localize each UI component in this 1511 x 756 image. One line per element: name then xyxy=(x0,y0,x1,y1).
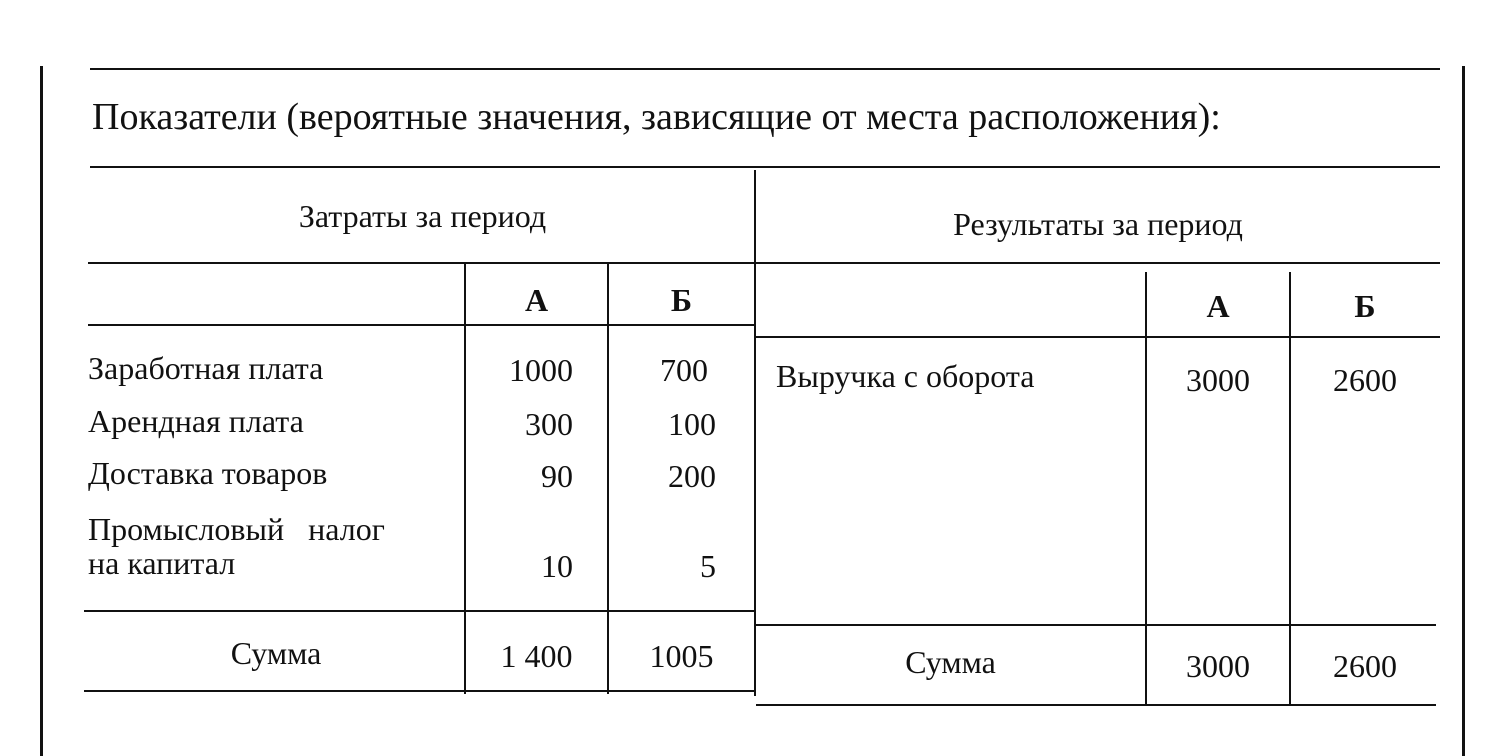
cost-value-b: 200 xyxy=(668,458,716,494)
cost-label-line2: на капитал xyxy=(88,545,236,581)
results-col-a-label: А xyxy=(1206,288,1230,324)
caption-bottom-rule xyxy=(90,166,1440,168)
sum-rule-left xyxy=(84,610,756,612)
results-sum-label: Сумма xyxy=(905,644,996,680)
section-divider xyxy=(754,170,756,696)
costs-col-a-label: А xyxy=(524,282,549,318)
costs-header: Затраты за период xyxy=(298,198,547,234)
right-page-border xyxy=(1462,66,1465,756)
cost-label: Доставка товаров xyxy=(88,455,328,491)
cost-label: Заработная плата xyxy=(88,350,324,386)
sum-rule-right xyxy=(756,624,1436,626)
result-label: Выручка с оборота xyxy=(776,358,1035,394)
results-header: Результаты за период xyxy=(953,206,1243,242)
col-header-rule-left xyxy=(88,324,756,326)
results-sum-a: 3000 xyxy=(1186,648,1250,684)
cost-value-b: 700 xyxy=(660,352,708,388)
costs-col-b-label: Б xyxy=(670,282,693,318)
cost-value-a: 90 xyxy=(541,458,573,494)
left-page-border xyxy=(40,66,43,756)
costs-sum-a: 1 400 xyxy=(500,638,573,674)
cost-label: Арендная плата xyxy=(88,403,304,439)
costs-sum-label: Сумма xyxy=(230,635,322,671)
bottom-rule-right xyxy=(756,704,1436,706)
results-col-b-label: Б xyxy=(1354,288,1376,324)
cost-label-line1: Промысловый налог xyxy=(88,511,385,547)
table-caption: Показатели (вероятные значения, зависящие от места расположения): xyxy=(92,96,1221,138)
cost-value-a: 10 xyxy=(541,548,573,584)
top-rule xyxy=(90,68,1440,70)
costs-sum-b: 1005 xyxy=(649,638,714,674)
cost-value-a: 300 xyxy=(525,406,573,442)
result-value-a: 3000 xyxy=(1186,362,1250,398)
results-sum-b: 2600 xyxy=(1333,648,1397,684)
cost-value-b: 100 xyxy=(668,406,716,442)
bottom-rule-left xyxy=(84,690,756,692)
header-bottom-rule xyxy=(88,262,1440,264)
cost-value-a: 1000 xyxy=(509,352,573,388)
cost-value-b: 5 xyxy=(700,548,716,584)
result-value-b: 2600 xyxy=(1333,362,1397,398)
col-header-rule-right xyxy=(756,336,1440,338)
